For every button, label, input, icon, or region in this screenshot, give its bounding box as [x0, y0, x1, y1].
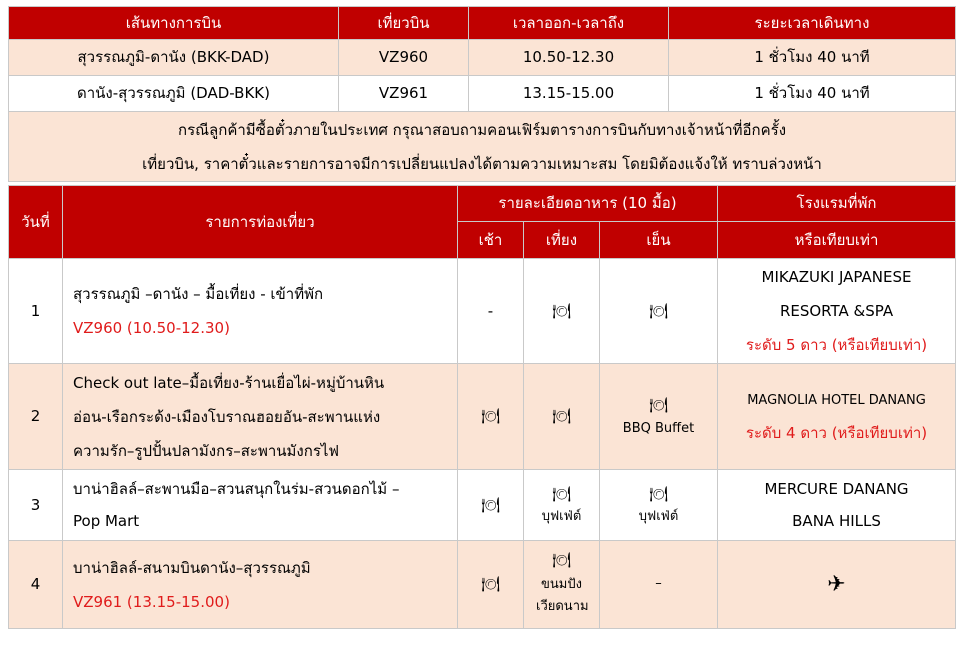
dinner-cell	[600, 470, 718, 541]
program-line: สุวรรณภูมิ –ดานัง – มื้อเที่ยง - เข้าที่พัก	[73, 285, 324, 303]
itinerary-row	[9, 364, 956, 470]
day-number: 3	[9, 470, 63, 541]
header-day: วันที่	[9, 186, 63, 259]
hotel-cell	[718, 259, 956, 364]
header-program: รายการท่องเที่ยว	[63, 186, 458, 259]
meal-plate-icon: 🍽	[551, 484, 572, 503]
header-meals: รายละเอียดอาหาร (10 มื้อ)	[458, 186, 718, 222]
meal-plate-icon: 🍽	[480, 575, 501, 594]
flight-number: VZ960	[339, 40, 469, 76]
flight-schedule-table	[8, 6, 956, 182]
flight-route: ดานัง-สุวรรณภูมิ (DAD-BKK)	[9, 76, 339, 112]
day-number: 2	[9, 364, 63, 470]
header-flight: เที่ยวบิน	[339, 7, 469, 40]
flight-duration: 1 ชั่วโมง 40 นาที	[669, 76, 956, 112]
breakfast-cell	[458, 364, 524, 470]
breakfast-cell	[458, 470, 524, 541]
program-line: Pop Mart	[73, 512, 140, 530]
program-line: บาน่าฮิลล์–สะพานมือ–สวนสนุกในร่ม-สวนดอกไม้ –	[73, 480, 400, 498]
header-hotel: โรงแรมที่พัก	[718, 186, 956, 222]
flight-route: สุวรรณภูมิ-ดานัง (BKK-DAD)	[9, 40, 339, 76]
lunch-cell	[524, 259, 600, 364]
header-dinner: เย็น	[600, 222, 718, 259]
meal-note: ขนมปัง เวียดนาม	[536, 576, 589, 614]
program-line: ความรัก–รูปปั้นปลามังกร–สะพานมังกรไฟ	[73, 441, 340, 460]
flight-time: 10.50-12.30	[469, 40, 669, 76]
hotel-name: MERCURE DANANG	[764, 480, 909, 498]
hotel-name: MAGNOLIA HOTEL DANANG	[747, 392, 926, 408]
breakfast-cell: -	[458, 259, 524, 364]
meal-plate-icon: 🍽	[648, 484, 669, 503]
meal-plate-icon: 🍽	[480, 407, 501, 426]
meal-note: บุฟเฟ่ต์	[638, 509, 679, 525]
flight-time: 13.15-15.00	[469, 76, 669, 112]
lunch-cell	[524, 541, 600, 629]
dinner-cell: –	[600, 541, 718, 629]
meal-note: BBQ Buffet	[622, 420, 695, 436]
program-cell	[63, 541, 458, 629]
airplane-icon: ✈	[827, 571, 846, 597]
day-number: 1	[9, 259, 63, 364]
itinerary-row	[9, 470, 956, 541]
hotel-name: RESORTA &SPA	[779, 302, 894, 320]
hotel-cell	[718, 364, 956, 470]
flight-duration: 1 ชั่วโมง 40 นาที	[669, 40, 956, 76]
note-line: เที่ยวบิน, ราคาตั๋วและรายการอาจมีการเปลี่ยนแปลงได้ตามความเหมาะสม โดยมิต้องแจ้งให้ ทราบล่วงหน้า	[142, 154, 822, 173]
program-line: Check out late–มื้อเที่ยง-ร้านเยื่อไผ่-หมู่บ้านหิน	[73, 373, 385, 392]
meal-note: บุฟเฟ่ต์	[541, 509, 582, 525]
itinerary-row	[9, 541, 956, 629]
meal-plate-icon: 🍽	[551, 301, 572, 320]
dinner-cell	[600, 364, 718, 470]
meal-plate-icon: 🍽	[551, 551, 572, 570]
header-hotel-sub: หรือเทียบเท่า	[718, 222, 956, 259]
program-cell	[63, 364, 458, 470]
program-flight: VZ960 (10.50-12.30)	[73, 319, 230, 337]
hotel-cell	[718, 541, 956, 629]
meal-plate-icon: 🍽	[480, 495, 501, 514]
program-line: อ่อน-เรือกระด้ง-เมืองโบราณฮอยอัน-สะพานแห่ง	[73, 407, 381, 426]
program-flight: VZ961 (13.15-15.00)	[73, 592, 230, 611]
flight-row	[9, 76, 956, 112]
note-line: กรณีลูกค้ามีซื้อตั๋วภายในประเทศ กรุณาสอบถามคอนเฟิร์มตารางการบินกับทางเจ้าหน้าที่อีกครั้ง	[177, 120, 787, 139]
day-number: 4	[9, 541, 63, 629]
flight-row	[9, 40, 956, 76]
hotel-name: BANA HILLS	[792, 512, 881, 530]
header-time: เวลาออก-เวลาถึง	[469, 7, 669, 40]
hotel-name: MIKAZUKI JAPANESE	[761, 268, 912, 286]
lunch-cell	[524, 470, 600, 541]
lunch-cell	[524, 364, 600, 470]
meal-plate-icon: 🍽	[648, 301, 669, 320]
hotel-rating: ระดับ 4 ดาว (หรือเทียบเท่า)	[745, 423, 928, 442]
program-cell	[63, 470, 458, 541]
hotel-cell	[718, 470, 956, 541]
program-cell	[63, 259, 458, 364]
header-lunch: เที่ยง	[524, 222, 600, 259]
program-line: บาน่าฮิลล์-สนามบินดานัง–สุวรรณภูมิ	[73, 558, 311, 577]
flight-notes	[9, 112, 956, 182]
hotel-rating: ระดับ 5 ดาว (หรือเทียบเท่า)	[745, 336, 928, 354]
dinner-cell	[600, 259, 718, 364]
breakfast-cell	[458, 541, 524, 629]
header-duration: ระยะเวลาเดินทาง	[669, 7, 956, 40]
meal-plate-icon: 🍽	[648, 396, 669, 414]
header-route: เส้นทางการบิน	[9, 7, 339, 40]
meal-plate-icon: 🍽	[551, 407, 572, 426]
flight-number: VZ961	[339, 76, 469, 112]
itinerary-table	[8, 185, 956, 629]
header-breakfast: เช้า	[458, 222, 524, 259]
itinerary-row	[9, 259, 956, 364]
